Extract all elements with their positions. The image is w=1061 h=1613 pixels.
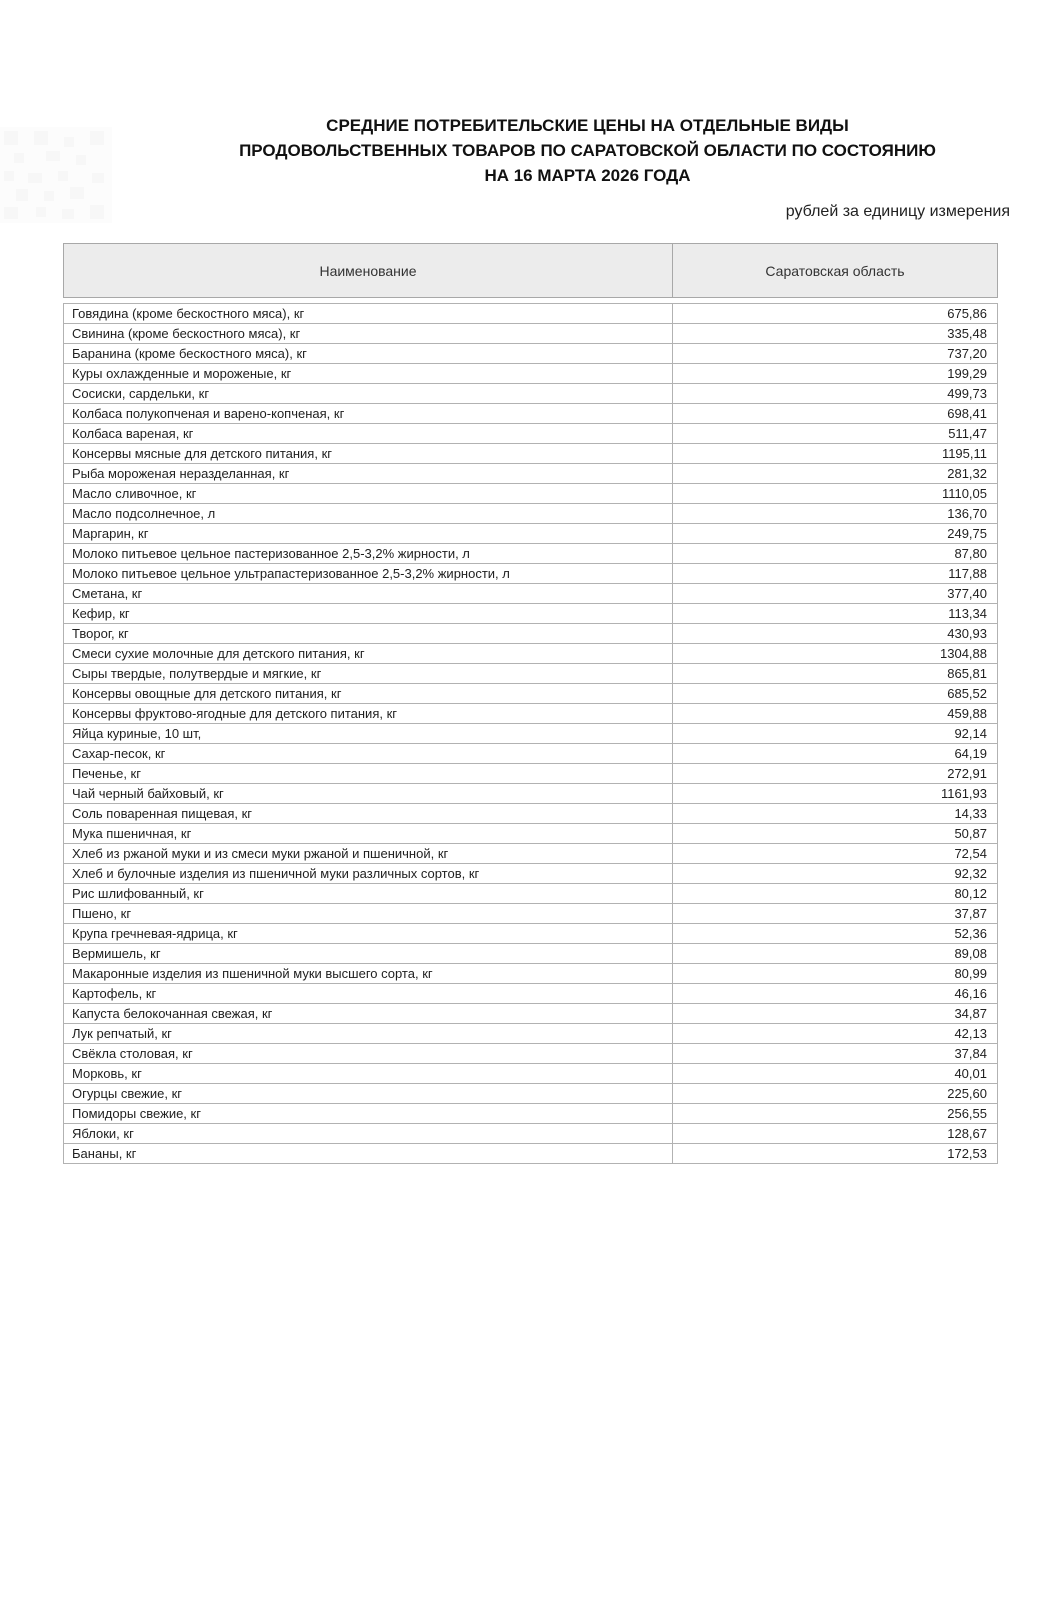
- product-price-cell: 37,84: [673, 1044, 998, 1064]
- table-row: [64, 404, 998, 424]
- table-row: [64, 304, 998, 324]
- table-row: [64, 724, 998, 744]
- product-name-cell: Свёкла столовая, кг: [64, 1044, 673, 1064]
- table-row: [64, 424, 998, 444]
- product-price-cell: 92,14: [673, 724, 998, 744]
- product-name-cell: Консервы овощные для детского питания, кг: [64, 684, 673, 704]
- page-title-line-3: НА 16 МАРТА 2026 ГОДА: [484, 166, 691, 185]
- table-row: [64, 504, 998, 524]
- table-row: [64, 1144, 998, 1164]
- product-price-cell: 40,01: [673, 1064, 998, 1084]
- table-row: [64, 464, 998, 484]
- product-price-cell: 685,52: [673, 684, 998, 704]
- table-row: [64, 1124, 998, 1144]
- product-name-cell: Сосиски, сардельки, кг: [64, 384, 673, 404]
- table-row: [64, 1004, 998, 1024]
- product-price-cell: 249,75: [673, 524, 998, 544]
- product-name-cell: Рис шлифованный, кг: [64, 884, 673, 904]
- product-name-cell: Огурцы свежие, кг: [64, 1084, 673, 1104]
- product-name-cell: Яйца куриные, 10 шт,: [64, 724, 673, 744]
- product-price-cell: 335,48: [673, 324, 998, 344]
- table-row: [64, 764, 998, 784]
- product-price-cell: 52,36: [673, 924, 998, 944]
- product-price-cell: 37,87: [673, 904, 998, 924]
- table-row: [64, 344, 998, 364]
- product-name-cell: Говядина (кроме бескостного мяса), кг: [64, 304, 673, 324]
- product-price-cell: 80,99: [673, 964, 998, 984]
- product-price-cell: 80,12: [673, 884, 998, 904]
- product-price-cell: 256,55: [673, 1104, 998, 1124]
- product-price-cell: 698,41: [673, 404, 998, 424]
- product-price-cell: 1195,11: [673, 444, 998, 464]
- product-price-cell: 42,13: [673, 1024, 998, 1044]
- table-row: [64, 624, 998, 644]
- product-name-cell: Крупа гречневая-ядрица, кг: [64, 924, 673, 944]
- product-name-cell: Вермишель, кг: [64, 944, 673, 964]
- table-row: [64, 524, 998, 544]
- product-name-cell: Соль поваренная пищевая, кг: [64, 804, 673, 824]
- product-name-cell: Консервы фруктово-ягодные для детского питания, кг: [64, 704, 673, 724]
- product-name-cell: Капуста белокочанная свежая, кг: [64, 1004, 673, 1024]
- product-name-cell: Лук репчатый, кг: [64, 1024, 673, 1044]
- table-row: [64, 784, 998, 804]
- product-price-cell: 46,16: [673, 984, 998, 1004]
- table-row: [64, 804, 998, 824]
- product-name-cell: Морковь, кг: [64, 1064, 673, 1084]
- column-header-name: Наименование: [64, 244, 673, 297]
- table-row: [64, 1084, 998, 1104]
- product-price-cell: 675,86: [673, 304, 998, 324]
- product-price-cell: 87,80: [673, 544, 998, 564]
- table-row: [64, 584, 998, 604]
- product-name-cell: Куры охлажденные и мороженые, кг: [64, 364, 673, 384]
- table-row: [64, 864, 998, 884]
- product-price-cell: 272,91: [673, 764, 998, 784]
- table-row: [64, 944, 998, 964]
- table-row: [64, 644, 998, 664]
- product-price-cell: 511,47: [673, 424, 998, 444]
- document-page: [0, 113, 1061, 1613]
- page-title-line-1: СРЕДНИЕ ПОТРЕБИТЕЛЬСКИЕ ЦЕНЫ НА ОТДЕЛЬНЫЕ ВИДЫ: [326, 116, 849, 135]
- product-name-cell: Смеси сухие молочные для детского питания, кг: [64, 644, 673, 664]
- product-price-cell: 459,88: [673, 704, 998, 724]
- product-price-cell: 737,20: [673, 344, 998, 364]
- product-price-cell: 865,81: [673, 664, 998, 684]
- table-row: [64, 964, 998, 984]
- table-row: [64, 484, 998, 504]
- product-name-cell: Творог, кг: [64, 624, 673, 644]
- product-name-cell: Хлеб из ржаной муки и из смеси муки ржаной и пшеничной, кг: [64, 844, 673, 864]
- product-name-cell: Картофель, кг: [64, 984, 673, 1004]
- table-row: [64, 1104, 998, 1124]
- product-name-cell: Сметана, кг: [64, 584, 673, 604]
- product-name-cell: Сахар-песок, кг: [64, 744, 673, 764]
- product-price-cell: 92,32: [673, 864, 998, 884]
- product-name-cell: Яблоки, кг: [64, 1124, 673, 1144]
- table-row: [64, 444, 998, 464]
- table-row: [64, 664, 998, 684]
- product-name-cell: Масло сливочное, кг: [64, 484, 673, 504]
- product-name-cell: Консервы мясные для детского питания, кг: [64, 444, 673, 464]
- table-row: [64, 824, 998, 844]
- table-rows: [64, 304, 998, 1164]
- product-price-cell: 225,60: [673, 1084, 998, 1104]
- price-table: [63, 243, 998, 1164]
- price-table-body: [63, 303, 998, 1164]
- product-price-cell: 34,87: [673, 1004, 998, 1024]
- product-name-cell: Колбаса вареная, кг: [64, 424, 673, 444]
- product-price-cell: 281,32: [673, 464, 998, 484]
- product-price-cell: 1304,88: [673, 644, 998, 664]
- product-price-cell: 136,70: [673, 504, 998, 524]
- product-name-cell: Печенье, кг: [64, 764, 673, 784]
- table-row: [64, 744, 998, 764]
- product-name-cell: Молоко питьевое цельное ультрапастеризованное 2,5-3,2% жирности, л: [64, 564, 673, 584]
- product-name-cell: Пшено, кг: [64, 904, 673, 924]
- product-price-cell: 72,54: [673, 844, 998, 864]
- table-row: [64, 544, 998, 564]
- product-price-cell: 430,93: [673, 624, 998, 644]
- product-name-cell: Чай черный байховый, кг: [64, 784, 673, 804]
- product-price-cell: 1110,05: [673, 484, 998, 504]
- table-row: [64, 884, 998, 904]
- table-row: [64, 324, 998, 344]
- product-price-cell: 172,53: [673, 1144, 998, 1164]
- product-name-cell: Колбаса полукопченая и варено-копченая, кг: [64, 404, 673, 424]
- table-row: [64, 384, 998, 404]
- product-name-cell: Помидоры свежие, кг: [64, 1104, 673, 1124]
- table-row: [64, 704, 998, 724]
- product-name-cell: Молоко питьевое цельное пастеризованное 2,5-3,2% жирности, л: [64, 544, 673, 564]
- product-name-cell: Мука пшеничная, кг: [64, 824, 673, 844]
- table-row: [64, 564, 998, 584]
- product-name-cell: Сыры твердые, полутвердые и мягкие, кг: [64, 664, 673, 684]
- product-name-cell: Маргарин, кг: [64, 524, 673, 544]
- product-price-cell: 1161,93: [673, 784, 998, 804]
- product-price-cell: 113,34: [673, 604, 998, 624]
- product-price-cell: 64,19: [673, 744, 998, 764]
- product-price-cell: 377,40: [673, 584, 998, 604]
- product-name-cell: Кефир, кг: [64, 604, 673, 624]
- unit-note: рублей за единицу измерения: [785, 203, 1010, 220]
- product-name-cell: Бананы, кг: [64, 1144, 673, 1164]
- product-price-cell: 128,67: [673, 1124, 998, 1144]
- table-row: [64, 1064, 998, 1084]
- product-price-cell: 50,87: [673, 824, 998, 844]
- product-price-cell: 89,08: [673, 944, 998, 964]
- table-row: [64, 924, 998, 944]
- product-price-cell: 499,73: [673, 384, 998, 404]
- table-row: [64, 364, 998, 384]
- column-header-region: Саратовская область: [765, 262, 905, 279]
- table-header-row: [63, 243, 998, 298]
- product-name-cell: Свинина (кроме бескостного мяса), кг: [64, 324, 673, 344]
- table-row: [64, 984, 998, 1004]
- table-row: [64, 844, 998, 864]
- page-title-line-2: ПРОДОВОЛЬСТВЕННЫХ ТОВАРОВ ПО САРАТОВСКОЙ ОБЛАСТИ ПО СОСТОЯНИЮ: [239, 141, 936, 160]
- product-name-cell: Баранина (кроме бескостного мяса), кг: [64, 344, 673, 364]
- table-row: [64, 1024, 998, 1044]
- product-price-cell: 14,33: [673, 804, 998, 824]
- table-row: [64, 904, 998, 924]
- product-price-cell: 199,29: [673, 364, 998, 384]
- product-name-cell: Масло подсолнечное, л: [64, 504, 673, 524]
- page-title: [165, 113, 1010, 188]
- watermark-qr-pattern: [0, 127, 112, 223]
- product-name-cell: Хлеб и булочные изделия из пшеничной муки различных сортов, кг: [64, 864, 673, 884]
- table-row: [64, 1044, 998, 1064]
- product-price-cell: 117,88: [673, 564, 998, 584]
- table-row: [64, 604, 998, 624]
- product-name-cell: Макаронные изделия из пшеничной муки высшего сорта, кг: [64, 964, 673, 984]
- table-row: [64, 684, 998, 704]
- product-name-cell: Рыба мороженая неразделанная, кг: [64, 464, 673, 484]
